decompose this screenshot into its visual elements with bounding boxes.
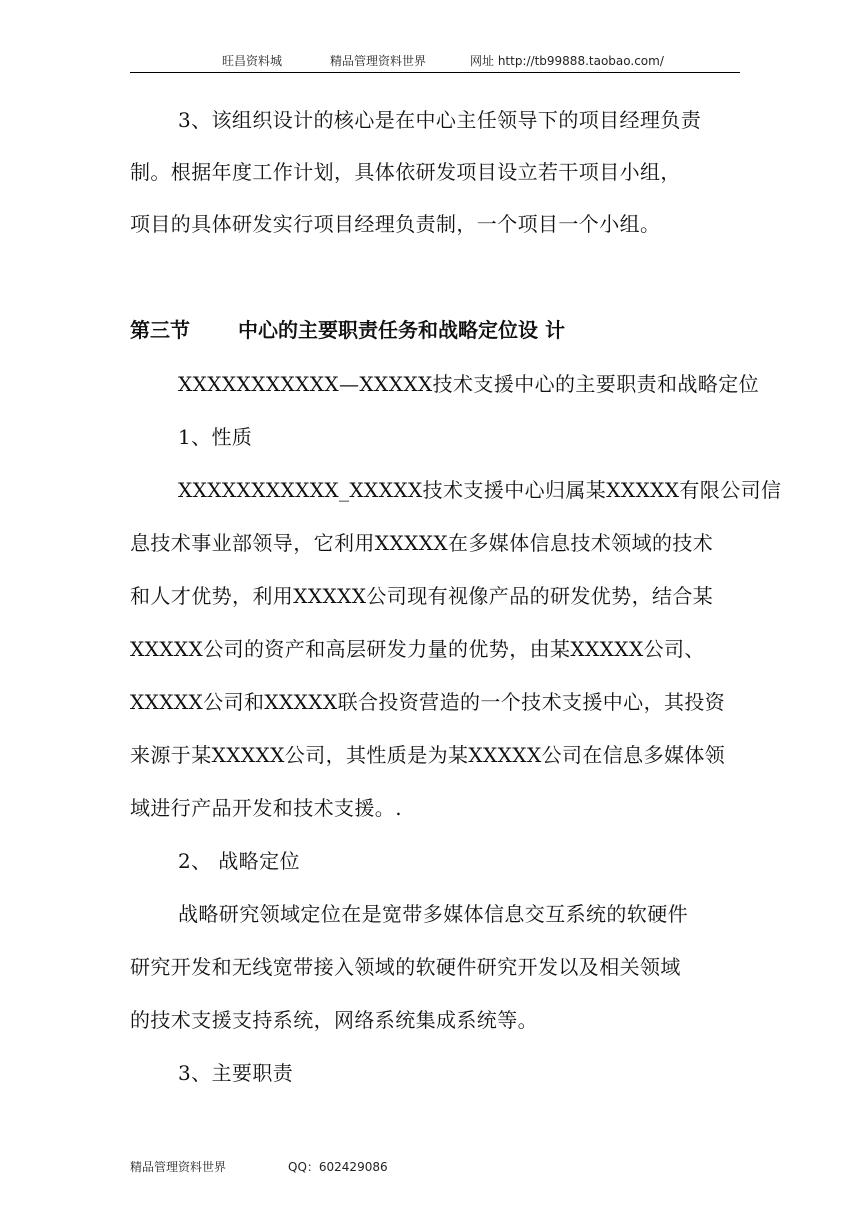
header-url: 网址 http://tb99888.taobao.com/	[470, 54, 664, 68]
paragraph-line: XXXXXXXXXXX_XXXXX技术支援中心归属某XXXXX有限公司信	[178, 478, 782, 502]
paragraph-line: XXXXXXXXXXX—XXXXX技术支援中心的主要职责和战略定位	[178, 372, 760, 396]
paragraph-line: 的技术支援支持系统，网络系统集成系统等。	[130, 1008, 538, 1032]
subheading-duties: 3、主要职责	[178, 1061, 294, 1085]
paragraph-line: 3、该组织设计的核心是在中心主任领导下的项目经理负责	[178, 108, 702, 132]
section-heading	[130, 316, 565, 344]
footer-qq: QQ：602429086	[288, 1160, 388, 1174]
section-number: 第三节	[130, 318, 190, 342]
paragraph-line: 战略研究领域定位在是宽带多媒体信息交互系统的软硬件	[178, 902, 688, 926]
paragraph-line: 域进行产品开发和技术支援。.	[130, 796, 402, 820]
footer-slogan: 精品管理资料世界	[130, 1160, 227, 1174]
paragraph-line: 来源于某XXXXX公司，其性质是为某XXXXX公司在信息多媒体领	[130, 743, 726, 767]
paragraph-line: XXXXX公司和XXXXX联合投资营造的一个技术支援中心，其投资	[130, 690, 726, 714]
page-header	[130, 52, 740, 73]
paragraph-line: XXXXX公司的资产和高层研发力量的优势，由某XXXXX公司、	[130, 637, 705, 661]
subheading-nature: 1、性质	[178, 425, 253, 449]
paragraph-line: 研究开发和无线宽带接入领域的软硬件研究开发以及相关领域	[130, 955, 681, 979]
subheading-strategy: 2、 战略定位	[178, 849, 300, 873]
section-title: 中心的主要职责任务和战略定位设 计	[238, 318, 565, 342]
paragraph-line: 项目的具体研发实行项目经理负责制，一个项目一个小组。	[130, 212, 661, 236]
paragraph-line: 息技术事业部领导，它利用XXXXX在多媒体信息技术领域的技术	[130, 531, 714, 555]
header-slogan: 精品管理资料世界	[330, 54, 427, 68]
paragraph-line: 制。根据年度工作计划，具体依研发项目设立若干项目小组，	[130, 160, 681, 184]
paragraph-line: 和人才优势，利用XXXXX公司现有视像产品的研发优势，结合某	[130, 584, 714, 608]
page-footer	[130, 1158, 388, 1176]
header-site-name: 旺昌资料城	[222, 54, 283, 68]
